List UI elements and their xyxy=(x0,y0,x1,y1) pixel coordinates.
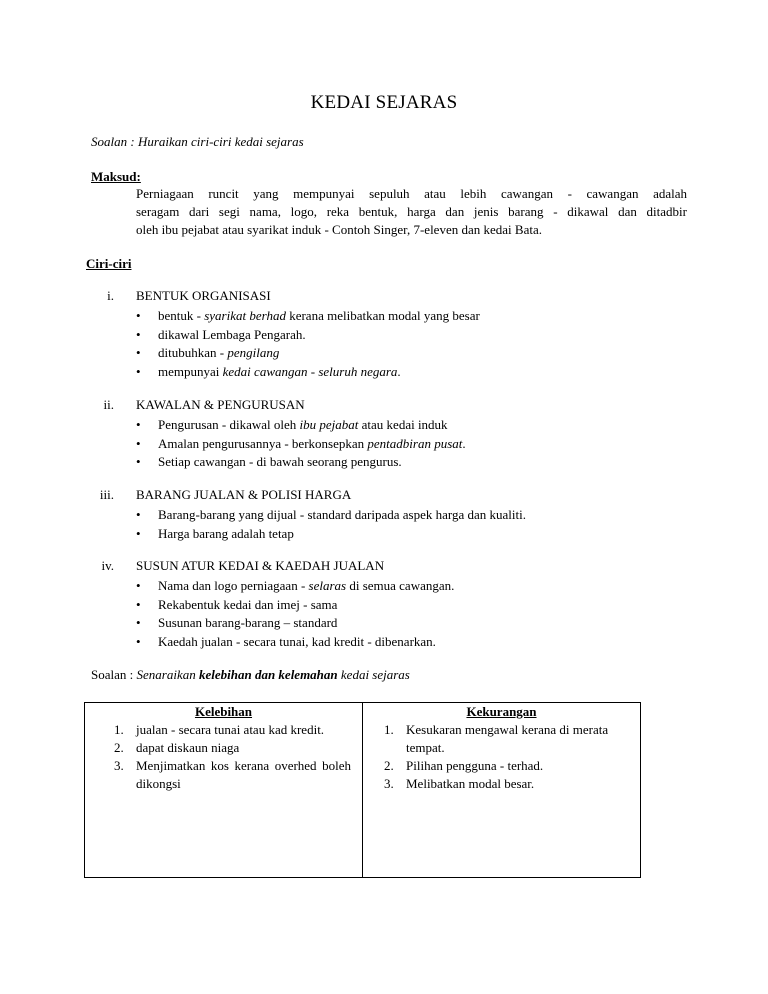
list-item: • Harga barang adalah tetap xyxy=(136,525,526,544)
list-item: 2. Pilihan pengguna - terhad. xyxy=(384,758,544,773)
column-heading-kelebihan: Kelebihan xyxy=(194,704,253,719)
section-title: BENTUK ORGANISASI xyxy=(136,288,271,303)
list-item: • Amalan pengurusannya - berkonsepkan pentadbiran pusat. xyxy=(136,435,466,454)
list-item: • Nama dan logo perniagaan - selaras di semua cawangan. xyxy=(136,577,454,596)
list-item: • Rekabentuk kedai dan imej - sama xyxy=(136,596,454,615)
column-divider xyxy=(362,703,363,877)
list-item: 2. dapat diskaun niaga xyxy=(114,740,240,755)
section-title: BARANG JUALAN & POLISI HARGA xyxy=(136,487,352,502)
bullet-list xyxy=(136,506,526,543)
kekurangan-list xyxy=(384,721,624,793)
section-numeral: iv. xyxy=(101,558,114,573)
maksud-line: oleh ibu pejabat atau syarikat induk - Contoh Singer, 7-eleven dan kedai Bata. xyxy=(136,222,542,237)
list-item: • Pengurusan - dikawal oleh ibu pejabat atau kedai induk xyxy=(136,416,466,435)
list-item: • ditubuhkan - pengilang xyxy=(136,344,480,363)
section-title: SUSUN ATUR KEDAI & KAEDAH JUALAN xyxy=(136,558,385,573)
maksud-line: Perniagaan runcit yang mempunyai sepuluh atau lebih cawangan - cawangan adalah xyxy=(136,186,687,201)
list-item: • Barang-barang yang dijual - standard daripada aspek harga dan kualiti. xyxy=(136,506,526,525)
bullet-list xyxy=(136,577,454,651)
section-numeral: ii. xyxy=(103,397,114,412)
section-numeral: i. xyxy=(107,288,114,303)
ciri-ciri-heading: Ciri-ciri xyxy=(86,256,132,271)
list-item: • Kaedah jualan - secara tunai, kad kredit - dibenarkan. xyxy=(136,633,454,652)
section-title: KAWALAN & PENGURUSAN xyxy=(136,397,305,412)
question-2: Soalan : Senaraikan kelebihan dan kelemahan kedai sejaras xyxy=(91,667,410,682)
page-title: KEDAI SEJARAS xyxy=(310,92,458,113)
list-item: • mempunyai kedai cawangan - seluruh negara. xyxy=(136,363,480,382)
kelebihan-list xyxy=(114,721,351,793)
list-item: 3. Melibatkan modal besar. xyxy=(384,776,535,791)
bullet-list xyxy=(136,416,466,472)
question-1: Soalan : Huraikan ciri-ciri kedai sejaras xyxy=(91,134,304,149)
list-item: 3. Menjimatkan kos kerana overhed boleh dikongsi xyxy=(114,758,351,791)
bullet-list xyxy=(136,307,480,381)
list-item: • dikawal Lembaga Pengarah. xyxy=(136,326,480,345)
section-numeral: iii. xyxy=(99,487,114,502)
list-item: • Setiap cawangan - di bawah seorang pengurus. xyxy=(136,453,466,472)
list-item: 1. jualan - secara tunai atau kad kredit. xyxy=(114,722,325,737)
list-item: • Susunan barang-barang – standard xyxy=(136,614,454,633)
list-item: • bentuk - syarikat berhad kerana melibatkan modal yang besar xyxy=(136,307,480,326)
maksud-body xyxy=(136,185,687,239)
list-item: 1. Kesukaran mengawal kerana di merata tempat. xyxy=(384,722,609,755)
column-heading-kekurangan: Kekurangan xyxy=(466,704,537,719)
advantages-disadvantages-table xyxy=(84,702,641,878)
maksud-heading: Maksud: xyxy=(91,169,141,184)
maksud-line: seragam dari segi nama, logo, reka bentuk, harga dan jenis barang - dikawal dan ditadbir xyxy=(136,204,687,219)
